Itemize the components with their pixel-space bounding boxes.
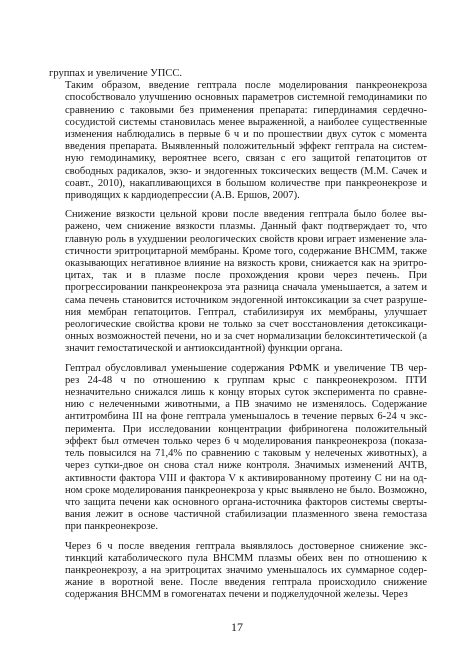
text-line: панкреонекрозу, а на эритроцитах значимо уменьшалось их суммарное содер-	[65, 564, 427, 576]
text-line: ражено, чем снижение вязкости плазмы. Данный факт подтверждает то, что	[65, 221, 427, 233]
paragraph	[49, 541, 427, 602]
text-line: главную роль в ухудшении реологических свойств крови играет изменение эла-	[65, 233, 427, 245]
text-line: ную гемодинамику, вероятнее всего, связан с его защитой гепатоцитов от	[65, 153, 427, 165]
text-line: нию с нелеченными животными, а ПВ значимо не изменялось. Содержание	[65, 399, 427, 411]
page-number: 17	[231, 620, 243, 634]
text-line: перимента. При исследовании концентрации фибриногена положительный	[65, 423, 427, 435]
text-line: введения препарата. Выявленный положительный эффект гептрала на систем-	[65, 141, 427, 153]
text-line: группах и увеличение УПСС.	[49, 68, 183, 79]
text-line: стичности эритроцитарной мембраны. Кроме того, содержание ВНСММ, также	[65, 245, 427, 257]
text-line: свободных радикалов, экзо- и эндогенных токсических веществ (М.М. Сачек и	[65, 165, 427, 177]
text-line: реологические свойства крови не только за счет восстановления детоксикаци-	[65, 319, 427, 331]
text-line: онных возможностей печени, но и за счет нормализации белоксинтетической (а	[65, 331, 427, 343]
text-line: тель повысился на 71,4% по сравнению с таковым у нелеченых животных), а	[65, 448, 427, 460]
text-line: антитромбина III на фоне гептрала уменьшалось в течение первых 6-24 ч экс-	[65, 411, 427, 423]
text-line: жание в воротной вене. После введения гептрала происходило снижение	[65, 577, 427, 589]
text-line: тинкций катаболического пула ВНСММ плазмы обеих вен по отношению к	[65, 552, 427, 564]
text-line: приводящих к кардиодепрессии (А.В. Ершов, 2007).	[65, 190, 300, 202]
text-line: сосудистой системы становилась менее выраженной, а наиболее существенные	[65, 116, 427, 128]
text-line: содержания ВНСММ в гомогенатах печени и поджелудочной железы. Через	[65, 589, 408, 601]
text-line: цитах, так и в плазме после прохождения крови через печень. При	[65, 270, 427, 282]
text-line: активности фактора VIII и фактора V к активированному протеину С ни на од-	[65, 472, 427, 484]
text-line: вания лежит в основе частичной стабилизации плазменного звена гемостаза	[65, 509, 427, 521]
text-line: прогрессировании панкреонекроза эта разница сначала уменьшается, а затем и	[65, 282, 427, 294]
text-line: ном сроке моделирования панкреонекроза у крыс выявлено не было. Возможно,	[65, 484, 427, 496]
text-line: эффект был отмечен только через 6 ч моделирования панкреонекроза (показа-	[65, 435, 427, 447]
text-line: при панкреонекрозе.	[65, 521, 159, 533]
paragraph	[49, 80, 427, 202]
text-line: сама печень становится источником эндогенной интоксикации за счет разруше-	[65, 294, 427, 306]
text-line: через сутки-двое он снова стал ниже контроля. Значимых изменений АЧТВ,	[65, 460, 427, 472]
text-line: Снижение вязкости цельной крови после введения гептрала было более вы-	[65, 209, 427, 221]
text-line: соавт., 2010), накапливающихся в большом количестве при панкреонекрозе и	[65, 177, 427, 189]
text-line: способствовало улучшению основных параметров системной гемодинамики по	[65, 92, 427, 104]
text-line: что защита печени как основного органа-источника факторов системы сверты-	[65, 496, 427, 508]
paragraph	[49, 363, 427, 534]
text-line: Через 6 ч после введения гептрала выявлялось достоверное снижение экс-	[65, 540, 427, 552]
paragraph	[49, 209, 427, 355]
text-line: незначительно снижался лишь к концу вторых суток эксперимента по сравне-	[65, 387, 427, 399]
paragraph	[49, 68, 427, 80]
text-line: рез 24-48 ч по отношению к группам крыс с панкреонекрозом. ПТИ	[65, 374, 427, 386]
body-text	[49, 68, 427, 602]
text-line: Таким образом, введение гептрала после моделирования панкреонекроза	[65, 80, 427, 92]
text-line: изменения наблюдались в первые 6 ч и по прошествии двух суток с момента	[65, 129, 427, 141]
text-line: Гептрал обусловливал уменьшение содержания РФМК и увеличение ТВ чер-	[65, 362, 427, 374]
text-line: ния мембран гепатоцитов. Гептрал, стабилизируя их мембраны, улучшает	[65, 306, 427, 318]
text-line: значит гемостатической и антиоксидантной) функции органа.	[65, 343, 343, 355]
text-line: сравнению с таковыми без применения препарата: гипердинамия сердечно-	[65, 104, 427, 116]
text-line: оказывающих негативное влияние на вязкость крови, снижается как на эритро-	[65, 258, 427, 270]
